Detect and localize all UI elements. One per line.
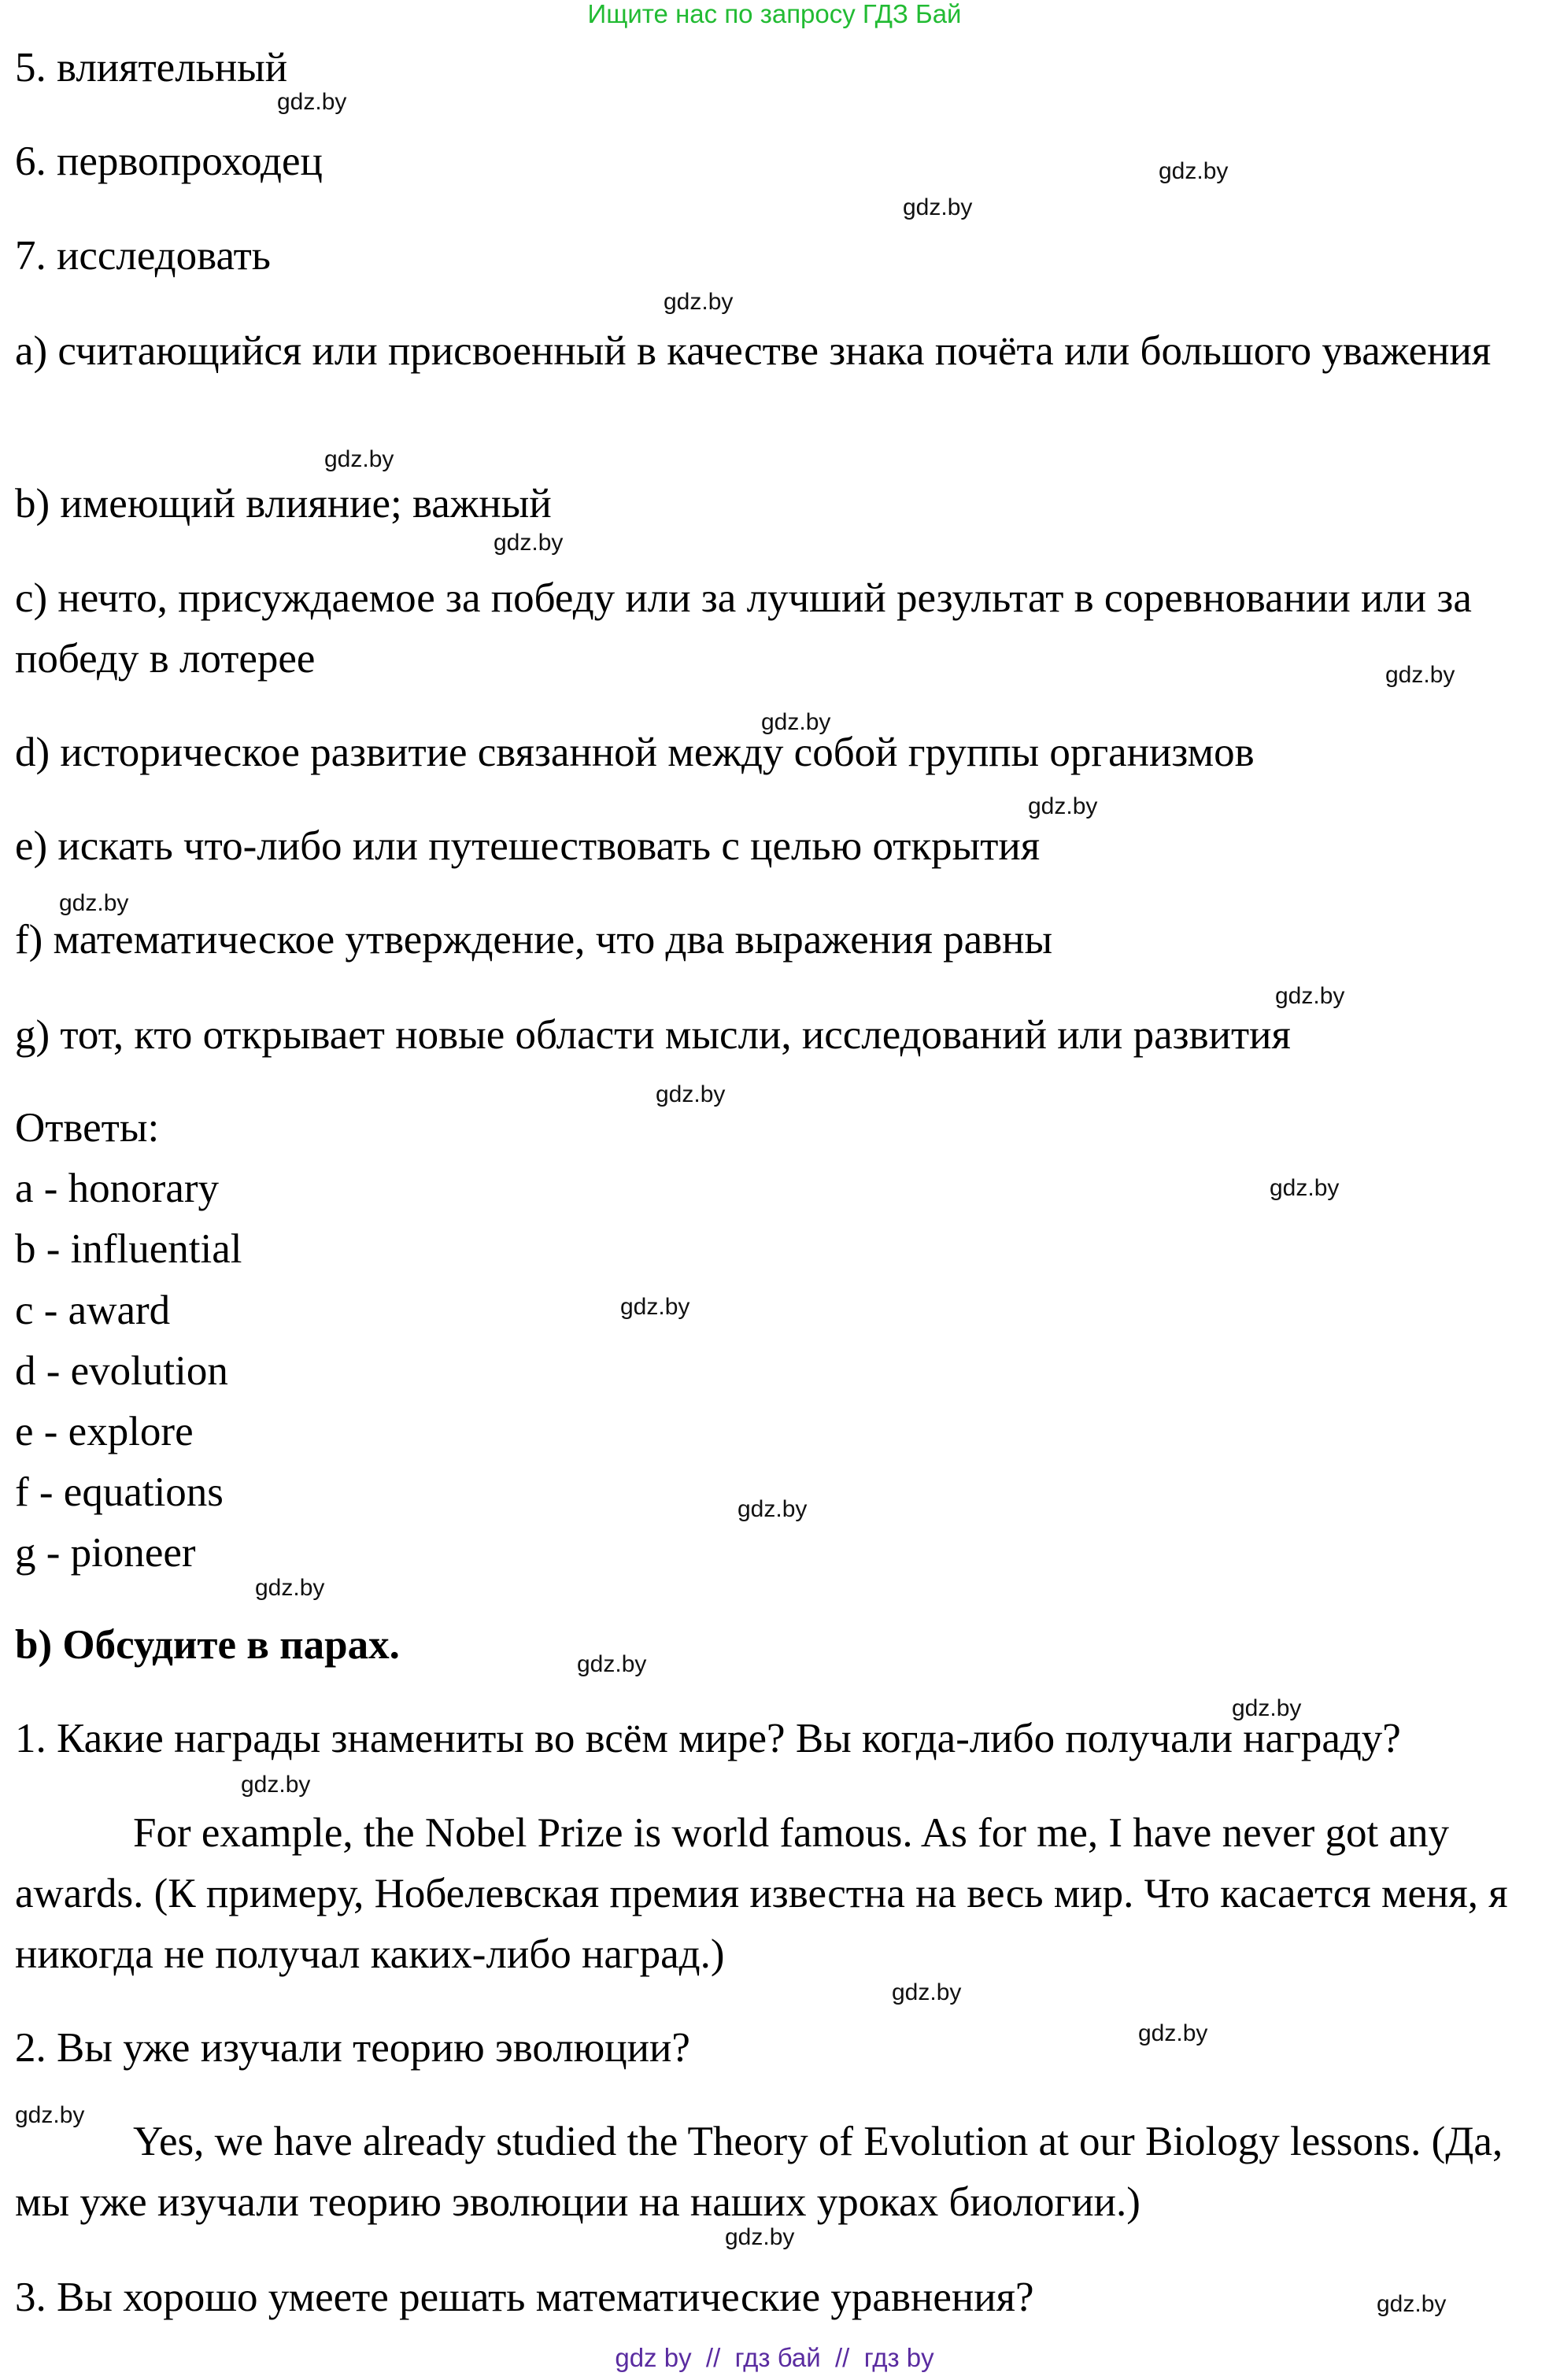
question-1: 1. Какие награды знамениты во всём мире? Вы когда-либо получали награду? xyxy=(15,1716,1401,1761)
watermark: gdz.by xyxy=(656,1081,726,1107)
search-banner xyxy=(0,0,1549,30)
answer-g: g - pioneer xyxy=(15,1530,196,1576)
answer-c: c - award xyxy=(15,1288,171,1333)
watermark: gdz.by xyxy=(903,194,973,220)
watermark: gdz.by xyxy=(255,1575,325,1601)
watermark: gdz.by xyxy=(324,446,394,472)
discussion-heading: b) Обсудите в парах. xyxy=(15,1622,400,1668)
answer-a: a - honorary xyxy=(15,1166,219,1211)
watermark: gdz.by xyxy=(1385,662,1455,688)
answer-d: d - evolution xyxy=(15,1348,228,1394)
watermark: gdz.by xyxy=(664,289,734,315)
watermark: gdz.by xyxy=(494,530,564,556)
watermark: gdz.by xyxy=(761,709,831,735)
answer-e: e - explore xyxy=(15,1409,194,1454)
watermark: gdz.by xyxy=(738,1496,808,1522)
answer-f: f - equations xyxy=(15,1469,224,1515)
footer-link-gdz-by[interactable]: gdz by xyxy=(615,2343,692,2372)
watermark: gdz.by xyxy=(1159,158,1229,184)
word-item-7: 7. исследовать xyxy=(15,233,271,279)
definition-b: b) имеющий влияние; важный xyxy=(15,481,552,527)
watermark: gdz.by xyxy=(59,890,129,916)
watermark: gdz.by xyxy=(241,1772,311,1798)
definition-g: g) тот, кто открывает новые области мысли, исследований или развития xyxy=(15,1012,1291,1058)
footer-separator: // xyxy=(835,2343,850,2372)
answers-heading: Ответы: xyxy=(15,1105,160,1151)
definition-c: c) нечто, присуждаемое за победу или за лучший результат в соревновании или за победу в лотерее xyxy=(15,575,1472,682)
question-3: 3. Вы хорошо умеете решать математические уравнения? xyxy=(15,2275,1034,2320)
watermark: gdz.by xyxy=(725,2224,795,2250)
watermark: gdz.by xyxy=(1275,983,1345,1009)
watermark: gdz.by xyxy=(1138,2020,1208,2046)
definition-e: e) искать что-либо или путешествовать с целью открытия xyxy=(15,823,1041,869)
definition-a: a) считающийся или присвоенный в качестве знака почёта или большого уважения xyxy=(15,328,1492,374)
word-item-6: 6. первопроходец xyxy=(15,139,323,184)
answer-paragraph-2: Yes, we have already studied the Theory of Evolution at our Biology lessons. (Да, мы уже изучали теорию эволюции на наших уроках биологии.) xyxy=(15,2119,1503,2225)
footer-link-gdz-by-cyr[interactable]: гдз by xyxy=(863,2343,934,2372)
watermark: gdz.by xyxy=(620,1294,690,1320)
answer-b: b - influential xyxy=(15,1226,242,1272)
watermark: gdz.by xyxy=(277,89,347,115)
definition-f: f) математическое утверждение, что два выражения равны xyxy=(15,917,1053,963)
word-item-5: 5. влиятельный xyxy=(15,45,288,91)
watermark: gdz.by xyxy=(1270,1175,1340,1201)
banner-text: Ищите нас по запросу ГДЗ Бай xyxy=(587,0,962,28)
footer-separator: // xyxy=(705,2343,721,2372)
watermark: gdz.by xyxy=(892,1979,962,2005)
watermark: gdz.by xyxy=(1377,2291,1447,2317)
answer-paragraph-1: For example, the Nobel Prize is world famous. As for me, I have never got any awards. (К примеру, Нобелевская премия известна на весь мир. Что касается меня, я никогда не получал каких-либо наград.) xyxy=(15,1810,1508,1977)
watermark: gdz.by xyxy=(577,1651,647,1677)
watermark: gdz.by xyxy=(1028,793,1098,819)
watermark: gdz.by xyxy=(15,2102,85,2128)
question-2: 2. Вы уже изучали теорию эволюции? xyxy=(15,2025,690,2071)
watermark: gdz.by xyxy=(1232,1695,1302,1721)
footer-nav xyxy=(0,2342,1549,2374)
footer-link-gdz-bai[interactable]: гдз бай xyxy=(734,2343,821,2372)
definition-d: d) историческое развитие связанной между собой группы организмов xyxy=(15,730,1255,775)
